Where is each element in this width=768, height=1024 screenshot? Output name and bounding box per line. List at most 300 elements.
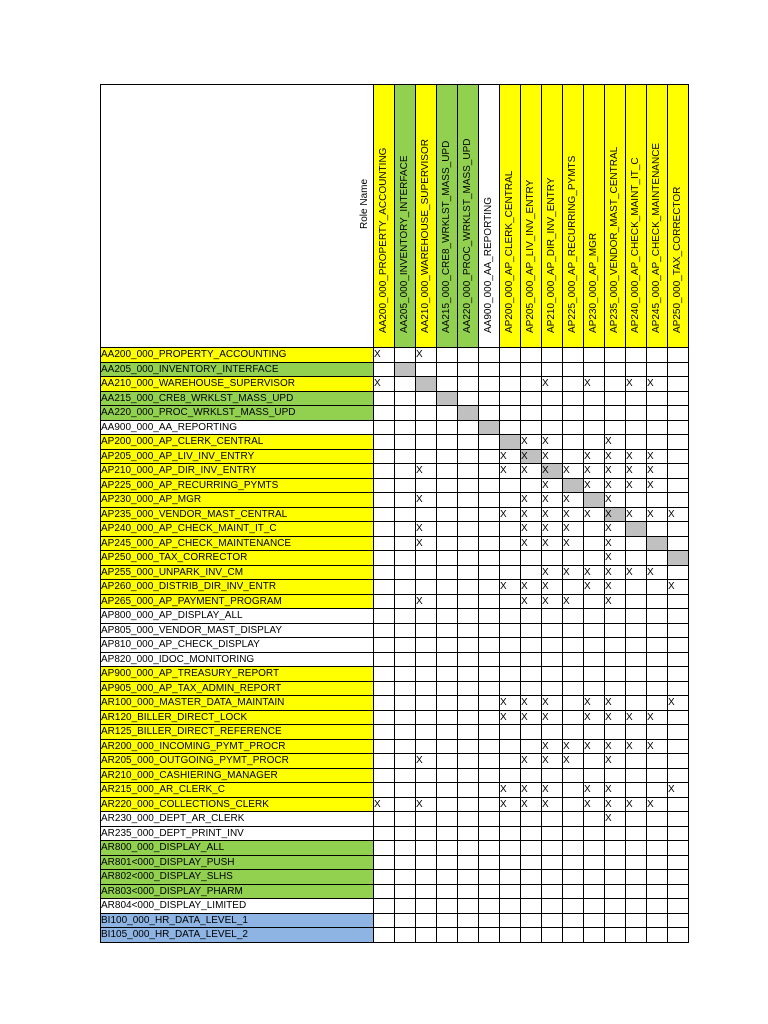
role-name-cell: AP265_000_AP_PAYMENT_PROGRAM [101,594,374,609]
matrix-cell [479,507,500,522]
column-header-label: AP235_000_VENDOR_MAST_CENTRAL [609,146,620,333]
column-header [605,85,626,348]
matrix-cell [437,551,458,566]
matrix-cell [521,551,542,566]
matrix-cell [395,449,416,464]
table-row [101,812,689,827]
matrix-cell [668,884,689,899]
matrix-cell [395,406,416,421]
matrix-cell [374,652,395,667]
matrix-cell [458,609,479,624]
matrix-cell [605,884,626,899]
matrix-cell [458,696,479,711]
matrix-cell [416,580,437,595]
matrix-cell [647,783,668,798]
matrix-cell [458,478,479,493]
matrix-cell: X [605,812,626,827]
column-header-label: AP245_000_AP_CHECK_MAINTENANCE [651,142,662,333]
matrix-cell [458,348,479,363]
matrix-cell [437,826,458,841]
matrix-cell: X [584,739,605,754]
matrix-cell [647,768,668,783]
matrix-cell [395,826,416,841]
matrix-cell [668,725,689,740]
matrix-cell [563,420,584,435]
matrix-cell [479,420,500,435]
matrix-cell [395,696,416,711]
column-header [563,85,584,348]
matrix-cell: X [542,754,563,769]
matrix-cell [500,478,521,493]
role-name-cell: AA220_000_PROC_WRKLST_MASS_UPD [101,406,374,421]
matrix-cell [479,522,500,537]
matrix-cell [437,739,458,754]
matrix-cell: X [500,449,521,464]
column-header-label: AA205_000_INVENTORY_INTERFACE [399,155,410,333]
role-name-header [357,178,373,243]
matrix-cell [437,725,458,740]
role-name-cell: AP260_000_DISTRIB_DIR_INV_ENTR [101,580,374,595]
matrix-cell [563,899,584,914]
matrix-cell [647,594,668,609]
matrix-cell [437,841,458,856]
matrix-cell [479,551,500,566]
matrix-cell: X [521,435,542,450]
matrix-cell [395,377,416,392]
matrix-cell [458,870,479,885]
matrix-cell: X [500,464,521,479]
matrix-cell: X [605,464,626,479]
matrix-cell [416,449,437,464]
matrix-cell [395,478,416,493]
matrix-cell: X [542,797,563,812]
role-name-cell: AP225_000_AP_RECURRING_PYMTS [101,478,374,493]
column-header [395,85,416,348]
matrix-cell: X [521,594,542,609]
matrix-cell [458,464,479,479]
matrix-cell [668,681,689,696]
matrix-cell [521,652,542,667]
matrix-cell [458,551,479,566]
matrix-cell [605,855,626,870]
matrix-cell [458,565,479,580]
matrix-cell [668,493,689,508]
table-row [101,899,689,914]
matrix-cell: X [605,783,626,798]
matrix-cell [458,580,479,595]
matrix-cell: X [500,710,521,725]
matrix-cell [668,754,689,769]
matrix-cell [668,855,689,870]
matrix-cell [395,812,416,827]
matrix-cell [500,406,521,421]
matrix-cell [416,826,437,841]
matrix-cell [458,725,479,740]
matrix-cell: X [542,435,563,450]
matrix-cell [668,841,689,856]
matrix-cell [626,348,647,363]
matrix-cell: X [647,464,668,479]
matrix-cell [437,913,458,928]
matrix-cell: X [668,696,689,711]
matrix-cell [479,928,500,943]
matrix-cell [605,348,626,363]
matrix-cell [374,913,395,928]
matrix-cell [479,797,500,812]
matrix-cell [479,768,500,783]
matrix-cell [563,696,584,711]
matrix-cell [395,667,416,682]
role-name-cell: AA215_000_CRE8_WRKLST_MASS_UPD [101,391,374,406]
matrix-cell [479,899,500,914]
matrix-cell [500,391,521,406]
matrix-cell [584,913,605,928]
matrix-cell [584,812,605,827]
matrix-cell [668,449,689,464]
matrix-cell [374,855,395,870]
matrix-cell [500,739,521,754]
matrix-cell [500,638,521,653]
matrix-cell: X [521,522,542,537]
matrix-cell [626,551,647,566]
matrix-cell [542,391,563,406]
matrix-cell [374,754,395,769]
matrix-cell: X [416,348,437,363]
role-name-cell: AR230_000_DEPT_AR_CLERK [101,812,374,827]
matrix-cell [605,623,626,638]
matrix-cell [395,493,416,508]
matrix-cell [374,812,395,827]
matrix-cell [416,696,437,711]
matrix-cell [479,609,500,624]
matrix-cell [500,435,521,450]
matrix-cell [563,638,584,653]
matrix-cell [374,696,395,711]
role-name-cell: AR801<000_DISPLAY_PUSH [101,855,374,870]
table-row [101,420,689,435]
matrix-cell: X [605,435,626,450]
matrix-cell [626,826,647,841]
matrix-cell [521,391,542,406]
matrix-cell [500,565,521,580]
matrix-cell [563,841,584,856]
matrix-cell [479,638,500,653]
matrix-cell [437,420,458,435]
matrix-cell [626,391,647,406]
table-row [101,536,689,551]
role-name-cell: AR100_000_MASTER_DATA_MAINTAIN [101,696,374,711]
matrix-cell [542,928,563,943]
matrix-cell [437,362,458,377]
column-header-label: AA200_000_PROPERTY_ACCOUNTING [378,147,389,333]
matrix-cell [521,928,542,943]
matrix-cell [647,522,668,537]
column-header-label: AA215_000_CRE8_WRKLST_MASS_UPD [441,140,452,333]
matrix-cell [521,841,542,856]
matrix-cell: X [584,449,605,464]
matrix-cell [542,362,563,377]
matrix-cell [563,667,584,682]
matrix-cell [479,710,500,725]
matrix-cell: X [542,565,563,580]
matrix-cell [668,797,689,812]
matrix-cell [479,725,500,740]
matrix-cell [521,362,542,377]
column-header-label: AP210_000_AP_DIR_INV_ENTRY [546,177,557,333]
table-row [101,681,689,696]
matrix-cell [626,696,647,711]
matrix-cell: X [605,565,626,580]
table-row [101,928,689,943]
matrix-cell [479,870,500,885]
matrix-cell [626,855,647,870]
matrix-cell [605,391,626,406]
matrix-cell [647,826,668,841]
matrix-cell [395,841,416,856]
matrix-cell [542,913,563,928]
matrix-cell [647,391,668,406]
column-header-label: AA210_000_WAREHOUSE_SUPERVISOR [420,139,431,333]
matrix-cell [395,623,416,638]
matrix-cell [563,348,584,363]
role-name-cell: AP235_000_VENDOR_MAST_CENTRAL [101,507,374,522]
matrix-cell [374,507,395,522]
matrix-cell [500,913,521,928]
matrix-cell [584,826,605,841]
matrix-cell: X [563,493,584,508]
matrix-cell [647,362,668,377]
matrix-cell: X [605,696,626,711]
matrix-cell [647,884,668,899]
matrix-cell: X [668,580,689,595]
matrix-cell [416,362,437,377]
matrix-cell: X [563,594,584,609]
matrix-cell [584,652,605,667]
role-name-cell: AR220_000_COLLECTIONS_CLERK [101,797,374,812]
matrix-cell: X [542,522,563,537]
matrix-cell [437,536,458,551]
matrix-cell [416,667,437,682]
matrix-cell [458,841,479,856]
matrix-cell [668,739,689,754]
matrix-cell [437,783,458,798]
column-header [647,85,668,348]
matrix-cell [647,899,668,914]
matrix-cell [395,870,416,885]
role-name-cell: AP810_000_AP_CHECK_DISPLAY [101,638,374,653]
matrix-cell: X [563,754,584,769]
matrix-cell [626,884,647,899]
matrix-cell [395,565,416,580]
matrix-cell [458,362,479,377]
matrix-cell [416,420,437,435]
matrix-cell [458,623,479,638]
matrix-cell: X [374,348,395,363]
matrix-cell: X [626,507,647,522]
role-name-cell: AR215_000_AR_CLERK_C [101,783,374,798]
matrix-cell [395,348,416,363]
matrix-cell: X [647,739,668,754]
role-name-cell: BI105_000_HR_DATA_LEVEL_2 [101,928,374,943]
matrix-cell [563,826,584,841]
matrix-cell [458,391,479,406]
matrix-cell [668,420,689,435]
matrix-cell [500,841,521,856]
matrix-cell [563,812,584,827]
matrix-cell [458,754,479,769]
matrix-cell [374,493,395,508]
matrix-cell: X [374,377,395,392]
matrix-cell [416,884,437,899]
matrix-cell: X [647,507,668,522]
matrix-cell [458,913,479,928]
matrix-cell [374,783,395,798]
matrix-cell [668,435,689,450]
matrix-cell [458,710,479,725]
matrix-cell [584,348,605,363]
matrix-cell [479,348,500,363]
matrix-cell [584,870,605,885]
matrix-cell [374,420,395,435]
matrix-cell [437,899,458,914]
matrix-cell [626,841,647,856]
matrix-cell [416,681,437,696]
matrix-cell [395,594,416,609]
matrix-cell [500,754,521,769]
table-row [101,507,689,522]
matrix-cell [542,841,563,856]
column-header-label: AA220_000_PROC_WRKLST_MASS_UPD [462,138,473,333]
matrix-cell [416,913,437,928]
matrix-cell [416,478,437,493]
matrix-cell [668,826,689,841]
matrix-cell: X [416,754,437,769]
matrix-cell [479,855,500,870]
matrix-cell [647,638,668,653]
matrix-cell [542,870,563,885]
matrix-cell [458,826,479,841]
matrix-cell [374,623,395,638]
matrix-cell [458,928,479,943]
matrix-cell [647,623,668,638]
matrix-cell: X [584,783,605,798]
matrix-cell: X [605,478,626,493]
matrix-cell [479,449,500,464]
matrix-cell [584,522,605,537]
matrix-cell [437,507,458,522]
matrix-cell: X [584,464,605,479]
matrix-cell: X [647,565,668,580]
matrix-cell [668,478,689,493]
matrix-cell [437,710,458,725]
matrix-cell [542,420,563,435]
role-name-cell: AA210_000_WAREHOUSE_SUPERVISOR [101,377,374,392]
matrix-cell [521,667,542,682]
matrix-cell [500,348,521,363]
matrix-cell [668,536,689,551]
matrix-cell [500,551,521,566]
matrix-cell [458,377,479,392]
matrix-cell [416,391,437,406]
role-name-cell: AP200_000_AP_CLERK_CENTRAL [101,435,374,450]
matrix-cell: X [374,797,395,812]
matrix-cell [668,913,689,928]
matrix-cell [584,928,605,943]
matrix-cell [521,377,542,392]
matrix-cell [605,870,626,885]
table-row [101,406,689,421]
matrix-cell: X [521,710,542,725]
matrix-cell [668,406,689,421]
matrix-cell [584,536,605,551]
matrix-cell: X [605,797,626,812]
matrix-cell [416,899,437,914]
matrix-cell [479,594,500,609]
matrix-cell: X [500,783,521,798]
matrix-cell [479,478,500,493]
matrix-cell [563,681,584,696]
matrix-cell [437,768,458,783]
matrix-cell [479,391,500,406]
matrix-cell [416,551,437,566]
matrix-cell [374,391,395,406]
matrix-cell [374,884,395,899]
matrix-cell [542,855,563,870]
matrix-cell [626,536,647,551]
matrix-cell [542,768,563,783]
matrix-cell [647,870,668,885]
matrix-cell [605,913,626,928]
matrix-cell [521,870,542,885]
role-name-cell: AP255_000_UNPARK_INV_CM [101,565,374,580]
matrix-cell: X [521,449,542,464]
matrix-cell: X [584,696,605,711]
matrix-cell [374,928,395,943]
matrix-cell [395,362,416,377]
matrix-cell: X [500,696,521,711]
matrix-cell [416,812,437,827]
role-name-label: Role Name [359,178,370,229]
matrix-cell [479,739,500,754]
matrix-cell [563,551,584,566]
matrix-cell: X [542,507,563,522]
matrix-cell [521,739,542,754]
matrix-cell [668,565,689,580]
matrix-cell [395,739,416,754]
matrix-cell: X [521,754,542,769]
matrix-cell [479,536,500,551]
matrix-cell [374,536,395,551]
matrix-cell [395,652,416,667]
column-header-label: AP200_000_AP_CLERK_CENTRAL [504,170,515,333]
matrix-cell [437,696,458,711]
matrix-cell [542,348,563,363]
column-header-label: AP205_000_AP_LIV_INV_ENTRY [525,179,536,333]
matrix-cell [374,362,395,377]
matrix-cell [374,522,395,537]
matrix-cell [437,855,458,870]
matrix-cell [374,580,395,595]
matrix-cell [521,406,542,421]
matrix-cell [626,681,647,696]
matrix-cell [437,580,458,595]
matrix-cell [458,522,479,537]
matrix-cell [605,609,626,624]
matrix-cell [563,855,584,870]
matrix-cell [542,667,563,682]
matrix-cell: X [500,797,521,812]
matrix-cell: X [584,797,605,812]
